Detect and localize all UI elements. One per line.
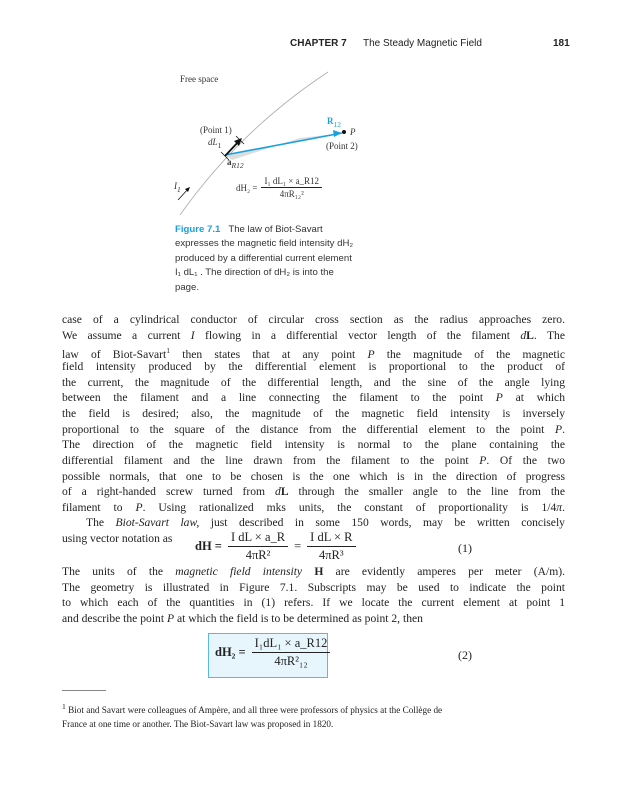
text-segment: . Of the two	[486, 453, 565, 467]
text-segment: field intensity produced by the differential element is proportional to the product of	[62, 359, 565, 373]
text-line	[62, 469, 565, 484]
text-line	[62, 580, 565, 595]
text-segment: magnetic field intensity	[175, 565, 303, 578]
text-segment: . The	[533, 328, 565, 342]
text-line	[62, 312, 565, 327]
text-line	[62, 515, 565, 530]
text-segment: filament to	[62, 500, 136, 514]
figure-label: Figure 7.1	[175, 224, 221, 235]
r12-vector	[225, 133, 342, 155]
text-segment: case of a cylindrical conductor of circular cross section as the radius approaches zero.	[62, 313, 565, 326]
text-line	[62, 375, 565, 390]
text-segment: .	[562, 500, 565, 514]
text-segment: H	[314, 565, 324, 578]
text-segment: to which each of the quantities in (1) refers. If we locate the current element at point 1	[62, 596, 565, 610]
text-segment: at which	[502, 391, 565, 405]
r12-label: $R_{12}$	[327, 116, 341, 129]
text-segment: 1	[166, 346, 171, 356]
text-segment: L	[526, 328, 534, 342]
figure-formula: dH₂ = $\frac{\text{I₁ dL₁ × a\_R12}}{\text{4πR₁₂²}}$	[236, 176, 326, 199]
text-segment: The	[86, 516, 116, 530]
text-line	[62, 500, 565, 515]
i1-label: $I_1$	[174, 181, 181, 194]
text-segment: .	[562, 422, 565, 436]
text-line	[62, 595, 565, 610]
text-segment: The geometry is illustrated in Figure 7.1. Subscripts may be used to indicate the point	[62, 580, 565, 594]
text-segment: π	[556, 500, 563, 514]
text-segment: then states that at any point	[170, 348, 368, 362]
text-segment: law of Biot-Savart	[62, 348, 167, 362]
point2-label: (Point 2)	[326, 141, 358, 151]
text-line	[62, 437, 565, 452]
text-line	[62, 422, 565, 437]
text-segment: L	[280, 485, 289, 499]
text-segment: the magnitude of the magnetic	[374, 348, 565, 362]
text-segment: P	[495, 391, 503, 405]
text-segment: possible normals, that one to be chosen is the one which is in the direction of progress	[62, 469, 565, 483]
text-segment: P	[135, 500, 143, 514]
equation-2: dH₂ = $\frac{\text{I₁dL₁ × a\_R12}}{\text{4πR²₁₂}}$	[215, 636, 336, 669]
point-p	[342, 130, 346, 134]
p-label: P	[350, 127, 356, 137]
text-segment: just described in some 150 words, may be written concisely	[199, 516, 565, 530]
text-line	[62, 359, 565, 374]
text-segment: of a right-handed screw turned from	[62, 485, 276, 499]
text-segment: at which the field is to be determined as point 2, then	[174, 611, 423, 625]
text-line	[62, 611, 565, 626]
chapter-label: CHAPTER 7	[290, 38, 347, 49]
text-segment: the current, the magnitude of the differential length, and the sine of the angle lying	[62, 375, 565, 389]
text-segment: between the filament and a line connecting the filament to the point	[62, 391, 496, 405]
text-segment: Biot-Savart law,	[115, 516, 200, 530]
footnote-rule	[62, 690, 106, 691]
text-segment: P	[367, 348, 375, 362]
chapter-title: The Steady Magnetic Field	[363, 38, 482, 49]
text-line	[62, 406, 565, 421]
text-segment: proportional to the square of the distance from the differential element to the point	[62, 422, 555, 436]
text-segment: . Using rationalized mks units, the constant of proportionality is 1/4	[142, 500, 557, 514]
text-segment: d	[275, 485, 281, 499]
point1-label: (Point 1)	[200, 125, 232, 135]
figure-caption: Figure 7.1 The law of Biot-Savart expresses the magnetic field intensity dH₂ produced by a differential current element I₁ dL₁ . The direction of dH₂ is into the page.	[175, 224, 354, 293]
text-segment: We assume a current	[62, 328, 191, 342]
text-line	[62, 390, 565, 405]
text-segment: P	[555, 422, 563, 436]
text-segment: flowing in a differential vector length of the filament	[194, 328, 521, 342]
text-segment: The direction of the magnetic field intensity is normal to the plane containing the	[62, 438, 565, 452]
text-segment: The units of the	[62, 565, 176, 578]
text-segment: P	[479, 453, 487, 467]
text-segment	[302, 565, 314, 578]
text-segment: are evidently amperes per meter (A/m).	[323, 565, 565, 578]
equation-2-number: (2)	[458, 648, 472, 662]
text-segment: and describe the point	[62, 611, 167, 625]
text-segment: I	[190, 328, 195, 342]
text-segment: through the smaller angle to the line from the	[288, 485, 565, 499]
text-line	[62, 453, 565, 468]
equation-1-number: (1)	[458, 541, 472, 555]
equation-1: dH = $\frac{\text{I dL × a\_R}}{\text{4πR²}}$ = $\frac{\text{I dL × R}}{\text{4πR³}}$	[195, 530, 362, 563]
text-segment: d	[520, 328, 527, 342]
text-segment: using vector notation as	[62, 532, 173, 546]
text-line	[62, 484, 565, 499]
page-number: 181	[553, 38, 570, 49]
free-space-label: Free space	[180, 74, 219, 84]
r12-arrowhead	[333, 130, 342, 137]
dl1-label: $dL_1$	[208, 137, 222, 150]
text-line	[62, 328, 565, 343]
text-segment: the field is desired; also, the magnitude of the magnetic field intensity is inversely	[62, 406, 565, 420]
footnote: $^1$ Biot and Savart were colleagues of Ampère, and all three were professors of physics at the Collège de France at one time or another. The Biot-Savart law was proposed in 1820.	[62, 702, 443, 730]
text-segment: P	[166, 611, 175, 625]
text-line	[62, 564, 565, 579]
ar12-label: $a_{R12}$	[227, 157, 244, 170]
text-segment: differential filament and the line drawn from the filament to the point	[62, 453, 480, 467]
